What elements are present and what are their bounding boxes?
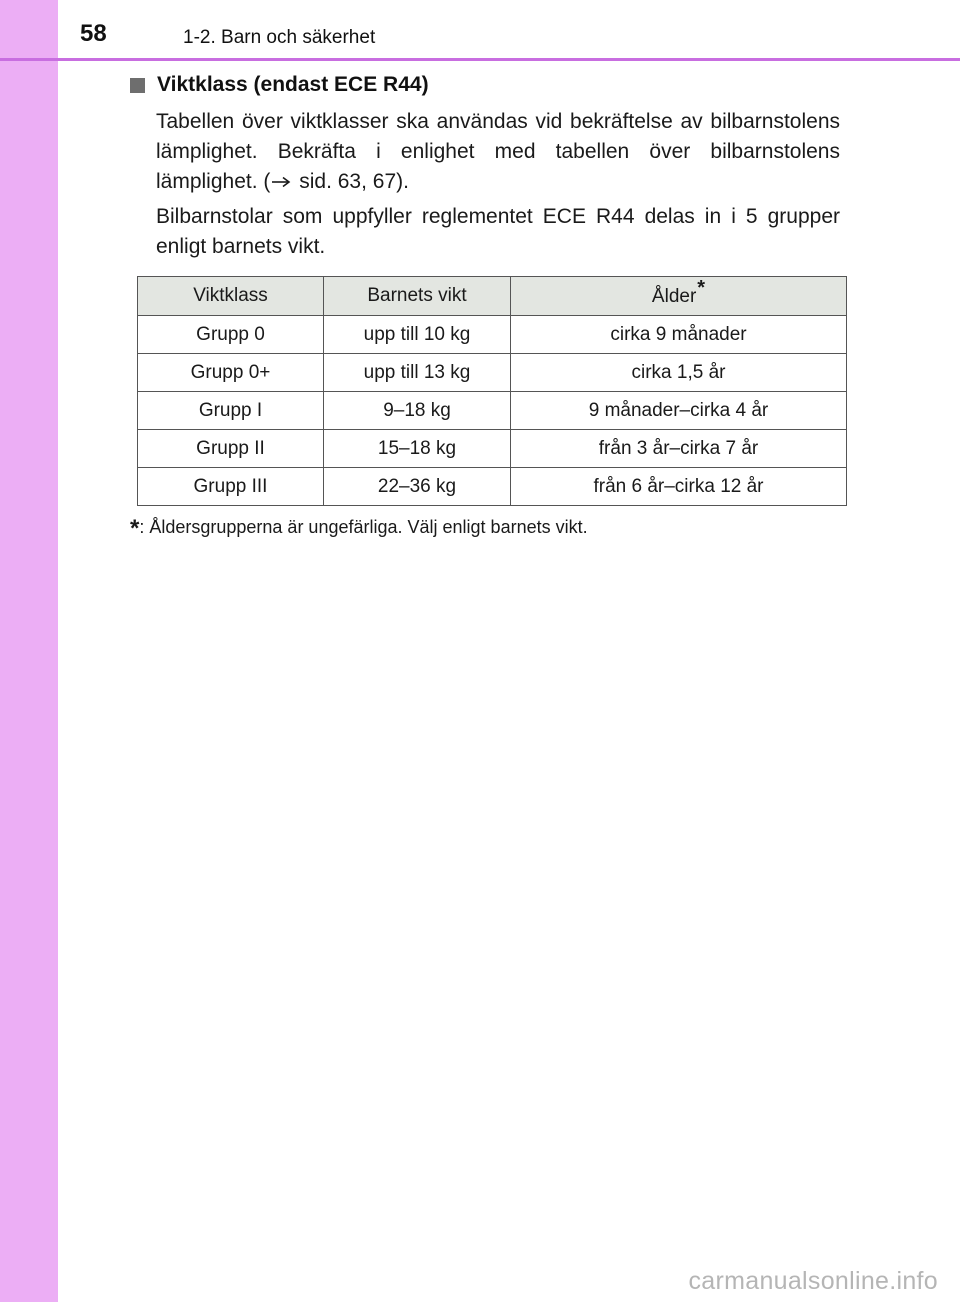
table-header-row	[138, 277, 847, 316]
header-alder-text: Ålder	[651, 285, 697, 307]
cell-weight: upp till 10 kg	[324, 316, 511, 354]
watermark: carmanualsonline.info	[688, 1267, 938, 1295]
cell-age: cirka 9 månader	[511, 316, 847, 354]
footnote-star: *	[130, 515, 140, 542]
cell-age: 9 månader–cirka 4 år	[511, 392, 847, 430]
arrow-right-icon	[271, 176, 291, 188]
table-row	[138, 430, 847, 468]
table-row	[138, 392, 847, 430]
table-row	[138, 354, 847, 392]
footnote	[130, 512, 588, 540]
cell-age: från 3 år–cirka 7 år	[511, 430, 847, 468]
cell-weight: upp till 13 kg	[324, 354, 511, 392]
section-heading-text: Viktklass (endast ECE R44)	[157, 73, 429, 96]
page-number: 58	[80, 20, 107, 47]
cell-group: Grupp III	[138, 468, 324, 506]
paragraph-intro-text: Tabellen över viktklasser ska användas vid bekräftelse av bilbarnstolens lämplighet. Bekräfta i enlighet med tabellen över bilbarnstolens lämplighet. (	[156, 110, 840, 193]
cell-weight: 9–18 kg	[324, 392, 511, 430]
cell-age: cirka 1,5 år	[511, 354, 847, 392]
cell-weight: 15–18 kg	[324, 430, 511, 468]
cell-weight: 22–36 kg	[324, 468, 511, 506]
weight-class-table	[137, 276, 847, 506]
paragraph-groups: Bilbarnstolar som uppfyller reglementet ECE R44 delas in i 5 grupper enligt barnets vikt.	[156, 205, 840, 258]
cell-group: Grupp 0	[138, 316, 324, 354]
header-rule	[0, 58, 960, 61]
cell-group: Grupp II	[138, 430, 324, 468]
chapter-title: 1-2. Barn och säkerhet	[183, 27, 376, 48]
cell-group: Grupp I	[138, 392, 324, 430]
square-bullet-icon	[130, 78, 145, 93]
table-row	[138, 316, 847, 354]
header-viktklass: Viktklass	[138, 277, 324, 316]
page-reference-link[interactable]: sid. 63, 67).	[293, 170, 409, 193]
cell-group: Grupp 0+	[138, 354, 324, 392]
section-heading	[130, 73, 429, 97]
header-barnets-vikt: Barnets vikt	[324, 277, 511, 316]
footnote-marker: *	[697, 276, 706, 299]
table-row	[138, 468, 847, 506]
cell-age: från 6 år–cirka 12 år	[511, 468, 847, 506]
header-alder	[511, 277, 847, 316]
paragraph-intro	[156, 107, 840, 197]
footnote-text: : Åldersgrupperna är ungefärliga. Välj enligt barnets vikt.	[139, 517, 588, 537]
side-color-band	[0, 0, 58, 1302]
